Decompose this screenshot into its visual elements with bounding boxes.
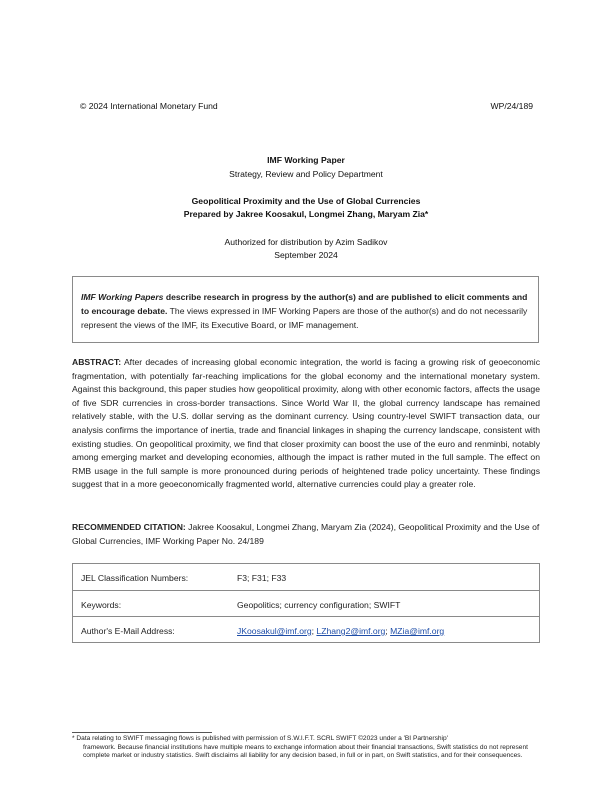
jel-value: F3; F31; F33: [237, 573, 287, 583]
authors: Prepared by Jakree Koosakul, Longmei Zhang, Maryam Zia*: [183, 209, 429, 219]
disclaimer-text: The views expressed in IMF Working Papers are those of the author(s) and do not necessarily represent the views of the IMF, its Executive Board, or IMF management.: [81, 306, 528, 330]
citation-label: RECOMMENDED CITATION:: [72, 522, 186, 532]
footnote-divider: [72, 732, 212, 733]
keywords-label: Keywords:: [81, 600, 122, 610]
disclaimer-box: [72, 276, 539, 343]
email-values: [237, 626, 444, 636]
footnote: [72, 735, 542, 761]
abstract-text: After decades of increasing global economic integration, the world is facing a growing risk of geoeconomic fragmentation, with potentially far-reaching implications for the global economy and the international monetary system. Against this background, this paper studies how geopolitical proximity, along with other economic factors, affects the usage of five SDR currencies in cross-border transactions. Since World War II, the global currency landscape has remained relatively stable, with the U.S. dollar serving as the dominant currency. Using country-level SWIFT transaction data, our analysis confirms the importance of inertia, trade and financial linkages in shaping the currency landscape, consistent with existing studies. On geopolitical proximity, we find that closer proximity can boost the use of the euro and renminbi, notably among emerging market and developing economies, although the impact is rather muted in the full sample. The effect on RMB usage in the full sample is more pronounced during periods of heightened trade policy uncertainty. These findings suggest that in a more geoeconomically fragmented world, alternative currencies could play a greater role.: [72, 357, 540, 490]
paper-title: Geopolitical Proximity and the Use of Global Currencies: [191, 196, 421, 206]
copyright-notice: © 2024 International Monetary Fund: [80, 101, 218, 111]
series-title: IMF Working Paper: [267, 155, 345, 165]
email-separator-2: ;: [385, 626, 391, 636]
jel-label: JEL Classification Numbers:: [81, 573, 189, 583]
abstract-label: ABSTRACT:: [72, 357, 122, 367]
email-link-zia[interactable]: MZia@imf.org: [390, 626, 445, 636]
jel-row: [73, 564, 539, 590]
email-link-koosakul[interactable]: JKoosakul@imf.org: [237, 626, 312, 636]
disclaimer-lead-bold: describe research in progress by the author(s) and are published to elicit comments and to encourage debate.: [81, 292, 528, 316]
email-link-zhang[interactable]: LZhang2@imf.org: [316, 626, 386, 636]
keywords-value: Geopolitics; currency configuration; SWIFT: [237, 600, 401, 610]
footnote-line-1: * Data relating to SWIFT messaging flows is published with permission of S.W.I.F.T. SCRL SWIFT ©2023 under a 'BI Partnership': [72, 735, 448, 742]
footnote-continuation: framework. Because financial institutions have multiple means to exchange information about their financial transactions, Swift statistics do not represent complete market or industry statistics. Swift disclaims all liability for any decision based, in full or in part, on Swift statistics, and for their consequences.: [83, 743, 528, 760]
disclaimer-lead-italic: IMF Working Papers: [81, 292, 164, 302]
email-row: [73, 616, 539, 643]
email-label: Author's E-Mail Address:: [81, 626, 175, 636]
recommended-citation: [72, 521, 540, 548]
info-table: [72, 563, 540, 643]
email-separator-1: ;: [311, 626, 317, 636]
citation-text: Jakree Koosakul, Longmei Zhang, Maryam Zia (2024), Geopolitical Proximity and the Use of Global Currencies, IMF Working Paper No. 24/189: [72, 522, 540, 546]
keywords-row: [73, 590, 539, 617]
abstract: [72, 356, 540, 492]
publication-date: September 2024: [274, 250, 338, 260]
authorized-by: Authorized for distribution by Azim Sadikov: [224, 237, 388, 247]
department: Strategy, Review and Policy Department: [229, 169, 383, 179]
paper-number: WP/24/189: [490, 101, 533, 111]
